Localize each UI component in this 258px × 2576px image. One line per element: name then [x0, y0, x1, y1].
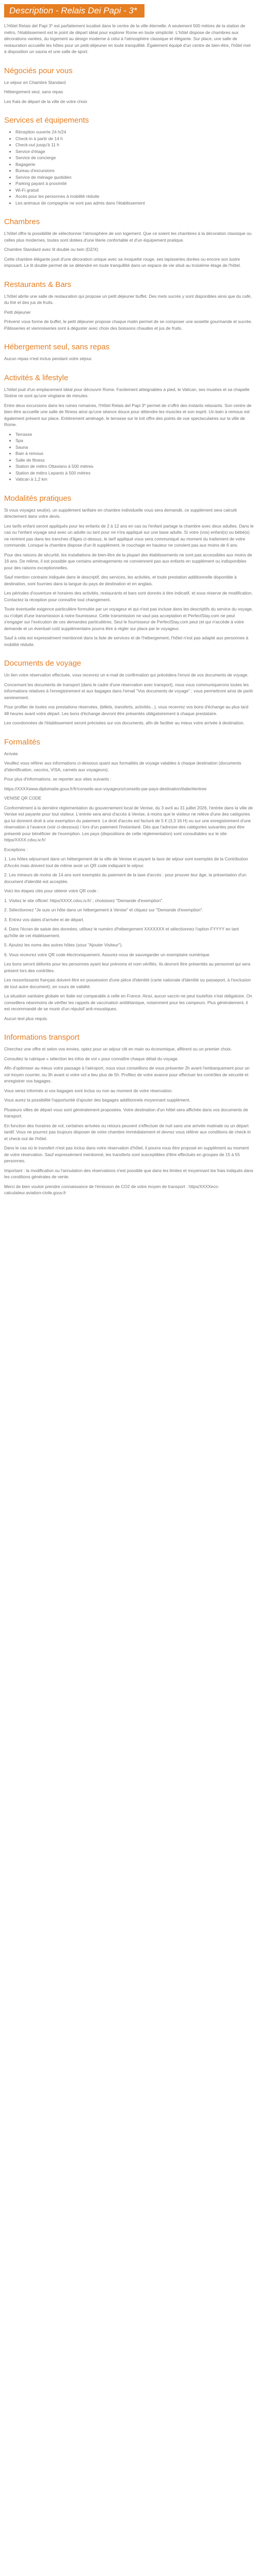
- section-heading: Activités & lifestyle: [4, 373, 69, 382]
- section-hebergement-seul-sans-repas: [4, 343, 254, 362]
- section-paragraph: https://XXXXwww.diplomatie.gouv.fr/fr/conseils-aux-voyageurs/conseils-par-pays-destination/italie/#entree: [4, 786, 207, 791]
- section-modalites-pratiques: [4, 494, 254, 648]
- section-heading: Chambres: [4, 217, 40, 226]
- section-paragraph: Les ressortissants français doivent être en possession d'une pièce d'identité (carte nationale d'identité ou passeport, à l'exclusion de tout autre document), en cours de validité.: [4, 977, 251, 989]
- section-list: [4, 129, 254, 206]
- list-item: • Vatican à 1,2 km: [15, 476, 254, 483]
- section-paragraph: L'hôtel jouit d'un emplacement idéal pour découvrir Rome. Facilement atteignables à pied, le Vatican, ses musées et sa chapelle Sixtine ne sont qu'une vingtaine de minutes.: [4, 386, 250, 398]
- section-paragraph: Entre deux excursions dans les ruines romaines, l'Hôtel Relais del Papi 3* permet de s'offrir des instants relaxants. Son centre de bien-être accueille une salle de fitness ainsi qu'une séance douce pour détendre les muscles et son esprit. Un bain à remous est également présent sur place. Entièrement aménagé, le terrasse sur le toit offre des points de vue spectaculaires sur la ville de Rome.: [4, 402, 252, 427]
- section-negocies-pour-vous: [4, 66, 254, 105]
- section-paragraph: Toute éventuelle exigence particulière formulée par un voyageur et qui n'est pas incluse dans les descriptifs du service du voyage, ou n'objet d'une transmission à notre fournisseur. Cette transmission ne vaut pas acceptation et PerfectStay.com ne peut s'engager sur l'exécution de ces demandes particulières. Seul le fournisseur de PerfectStay.com peut (et qui n'accède à votre demande et un éventuel coût supplémentaire pourra être à régler sur place par le voyageur.: [4, 606, 253, 631]
- list-item: • Réception ouverte 24 h/24: [15, 129, 254, 135]
- section-paragraph: Conformément à la dernière réglementation du gouvernement local de Venise, du 3 avril au 31 juillet 2026, l'entrée dans la ville de Venise est payante pour tout visiteur. L'entrée sera ainsi d'accès à Venise, à moins que le visiteur ne relève d'une des catégories qui lui donnent droit à une exemption du paiement. Le droit d'accès est facturé de 5 € (3,3 16 H) ou sur une enregistrement d'une réservation à l'avance (voir ci-dessous) / lors d'un paiement l'instantané. Dès que l'adresse des catégories suivantes peut être présenté pour bénéficier de l'exemption. Les pays (dispositions de cette réglementation) sont consultables sur le site https/XXXX.cdvu.iv.fr/: [4, 805, 253, 842]
- section-paragraph: Voici les étapes clés pour obtenir votre QR code :: [4, 888, 99, 893]
- list-item: • Accès pour les personnes à mobilité réduite: [15, 193, 254, 200]
- section-heading: Formalités: [4, 737, 41, 747]
- section-paragraph: 1. Visitez le site officiel: https/XXXX.cdvu.iv.fr/ ; choisissez "Demande d'exemption".: [4, 897, 164, 903]
- section-heading: Hébergement seul, sans repas: [4, 343, 110, 351]
- list-item: • Bain à remous: [15, 450, 254, 457]
- section-paragraph: Les périodes d'ouverture et horaires des activités, restaurants et bars sont donnés à titre indicatif, et sous réserve de modification. Contactez la réception pour connaître tout changement.: [4, 590, 253, 602]
- section-paragraph: VENISE QR CODE: [4, 795, 42, 801]
- section-paragraph: L'hôtel abrite une salle de restauration qui propose un petit déjeuner buffet. Des mets sucrés y sont disponibles ainsi que du café, du thé et des jus de fruits.: [4, 293, 252, 305]
- section-paragraph: Consultez la rubrique « sélection les infos de vol » pour connaître chaque détail du voyage.: [4, 1056, 179, 1061]
- section-heading: Négociés pour vous: [4, 66, 73, 75]
- list-item: • Sauna: [15, 444, 254, 451]
- section-paragraph: Si vous voyagez seul(e), un supplément tarifaire en chambre individuelle vous sera demandé, ce supplément sera calculé directement dans votre devis.: [4, 507, 237, 519]
- section-heading: Documents de voyage: [4, 659, 82, 668]
- section-paragraph: Chambre Standard avec lit double ou twin (DZ/X): [4, 247, 99, 252]
- list-item: • Bureau d'excursions: [15, 167, 254, 174]
- intro-paragraph: L'Hôtel Relais del Papi 3* est parfaitement localisé dans le centre de la ville éternelle. A seulement 500 mètres de la station de métro, l'établissement est le point de départ idéal pour explorer Rome en toute simplicité. L'hôtel dispose de chambres aux décorations variées, du logement au design moderne à celui à l'atmosphère classique et élégante. Sur place, une salle de restauration accueille les hôtes pour un petit-déjeuner en toute tranquillité. Également équipé d'un centre de bien-être, l'hôtel met à disposition un sauna et une salle de sport.: [4, 23, 251, 54]
- section-paragraph: Petit déjeuner: [4, 309, 31, 315]
- section-paragraph: Le séjour en Chambre Standard: [4, 79, 66, 85]
- section-paragraph: 6. Vous recevrez votre QR code électroniquement. Assurez-vous de sauvegarder un exemplaire numérique.: [4, 952, 211, 957]
- section-services-et-equipements: [4, 116, 254, 206]
- section-paragraph: 2. Sélectionnez "Je suis un hôte dans un hébergement à Venise" et cliquez sur "Demande d'exemption".: [4, 907, 203, 912]
- section-paragraph: Sauf mention contraire indiquée dans le descriptif, des services, les activités, et toute prestation additionnelle disponible à destination, sont fournies dans la langue du pays de destination et en anglais.: [4, 574, 237, 586]
- section-informations-transport: [4, 1033, 254, 1196]
- section-paragraph: 1. Les hôtes séjournant dans un hébergement de la ville de Venise et payant la taxe de séjour sont exemptés de la Contribution d'Accès mais doivent tout de même avoir un QR code indiquant le séjour.: [4, 856, 248, 868]
- section-paragraph: En fonction des horaires de vol, certaines arrivées ou retours peuvent s'effectuer de nuit sans une arrivée matinale ou un départ tardif. Vous ne pourrez pas toujours disposer de votre chambre immédiatement et devrez vous référer aux conditions de check-in et check-out de l'hôtel.: [4, 1123, 251, 1141]
- section-paragraph: Dans le cas où le transfert n'est pas inclus dans votre réservation d'hôtel, il pourra vous être proposé en supplément au moment de votre réservation. Sauf expressément mentionné, les transferts sont susceptibles d'être effectués en groupes de 15 à 55 personnes.: [4, 1145, 249, 1163]
- section-list: [4, 431, 254, 483]
- section-paragraph: 3. Entrez vos dates d'arrivée et de départ.: [4, 917, 85, 922]
- section-paragraph: Pour des raisons de sécurité, les installations de bien-être de la plupart des établissements ne sont pas accessibles aux moins de 16 ans. De même, il est possible que certains aménagements ne conviennent pas aux enfants en supplément ou indisponibles pour des raisons exceptionnelles.: [4, 552, 252, 570]
- section-paragraph: Aucun repas n'est inclus pendant votre séjour.: [4, 356, 93, 361]
- section-formalites: [4, 738, 254, 1022]
- section-paragraph: 4. Dans l'écran de saisie des données, utilisez le numéro d'hébergement XXXXXXX et sélectionnez l'option FYYYY en tant qu'hôte de cet établissement.: [4, 926, 239, 938]
- section-paragraph: Cherchez une offre et selon vos envies, optez pour un séjour clé en main ou économique, afférent ou un premier choix.: [4, 1046, 232, 1052]
- section-paragraph: Concernant les documents de transport (dans le cadre d'une réservation avec transport), nous vous communiquerons toutes les informations relatives à l'enregistrement et aux bagages dans l'email "Vos documents de voyage" : vous permettront ainsi de partir sereinement.: [4, 682, 253, 700]
- section-paragraph: 2. Les mineurs de moins de 14 ans sont exemptés du paiement de la taxe d'accès : pour prouver leur âge, la présentation d'un document d'identité est acceptée.: [4, 872, 247, 884]
- section-restaurants-bars: [4, 280, 254, 332]
- section-paragraph: Les coordonnées de l'établissement seront précisées sur vos documents, afin de faciliter au mieux votre arrivée à destination.: [4, 720, 245, 725]
- list-item: • Spa: [15, 437, 254, 444]
- section-paragraph: Vous aurez la possibilité l'opportunité d'ajouter des bagages additionnels moyennant supplément.: [4, 1097, 190, 1103]
- section-heading: Informations transport: [4, 1033, 79, 1042]
- section-paragraph: Les frais de départ de la ville de votre choix: [4, 98, 88, 104]
- list-item: • Service de concierge: [15, 155, 254, 161]
- section-activites-lifestyle: [4, 374, 254, 483]
- section-paragraph: Arrivée: [4, 751, 18, 756]
- list-item: • Service d'étage: [15, 148, 254, 155]
- page-title: Description - Relais Dei Papi - 3*: [4, 4, 144, 18]
- list-item: • Service de ménage quotidien: [15, 174, 254, 181]
- section-paragraph: Cette chambre élégante jouit d'une décoration unique avec sa moquette rouge, ses tapisseries dorées ou encore son lustre imposant. Le lit double permet de se détendre en toute tranquillité dans un espace de vie situé au troisième étage de l'hôtel.: [4, 256, 241, 268]
- section-documents-de-voyage: [4, 659, 254, 726]
- section-paragraph: Important : la modification ou l'annulation des réservations n'est possible que dans les limites et moyennant les frais indiqués dans les conditions générales de vente.: [4, 1167, 253, 1179]
- list-item: • Parking payant à proximité: [15, 180, 254, 187]
- section-paragraph: Les tarifs enfant seront appliqués pour les enfants de 2 à 12 ans en cas ou l'enfant partage la chambre avec deux adultes. Dans le cas ou l'enfant voyage seul avec un adulte ou tant pour ne n'ira appliqué sur une base adulte. Si votre (vos) enfant(s) ou bébé(s) ne rentrent pas dans les tranches d'âges ci-dessus, le tarif appliqué vous sera communiqué au moment du traitement de votre commande. Lorsque la chambre dispose d'un lit supplément, le couchage en hauteur ne convient pas aux moins de 6 ans.: [4, 523, 254, 548]
- list-item: • Check-out jusqu'à 11 h: [15, 142, 254, 148]
- section-paragraph: Aucun test plus requis.: [4, 1015, 48, 1021]
- list-item: • Station de métro Ottaviano à 500 mètres: [15, 463, 254, 470]
- section-paragraph: L'hôtel offre la possibilité de sélectionner l'atmosphère de son logement. Que ce soient les chambres à la décoration classique ou celles plus modernes, toutes sont dotées d'une literie confortable et d'un équipement pratique.: [4, 231, 252, 243]
- section-paragraph: Veuillez vous référer aux informations ci-dessous quant aux formalités de voyage valables à chaque destination (documents d'identification, vaccins, VISA, carnets aux voyageurs).: [4, 760, 241, 772]
- list-item: • Terrasse: [15, 431, 254, 438]
- section-paragraph: Plusieurs villes de départ vous sont généralement proposées. Votre destination d'un hôtel sera affichée dans vos documents de transport.: [4, 1107, 248, 1118]
- list-item: • Check-in à partir de 14 h: [15, 135, 254, 142]
- section-heading: Modalités pratiques: [4, 494, 72, 503]
- sections: [4, 66, 254, 1196]
- section-paragraph: Les bons seront délivrés pour les personnes ayant leur prénoms et nom vérifiés. Ils devront être présentés au personnel qui sera présent lors des contrôles.: [4, 961, 251, 973]
- section-paragraph: Prévenir vous forme de buffet, le petit déjeuner propose chaque matin permet de se composer une assiette gourmande et sucrée. Pâtisseries et viennoiseries sont à déguster avec choix des boissons chaudes et jus de fruits.: [4, 319, 252, 331]
- list-item: • Les animaux de compagnie ne sont pas admis dans l'établissement: [15, 200, 254, 207]
- section-paragraph: Pour profiter de toutes vos prestations réservées, (billets, transferts, activités...), vous recevrez vos bons d'échange au plus tard 48 heures avant votre départ. Les bons d'échange devront être présentés obligatoirement à chaque prestataire.: [4, 704, 249, 716]
- list-item: • Station de métro Lepanto à 500 mètres: [15, 470, 254, 477]
- section-paragraph: Sauf à cela est expressément mentionné dans la liste de services et de l'hébergement, l'hôtel n'est pas adapté aux personnes à mobilité réduite.: [4, 635, 249, 647]
- section-paragraph: Un lien votre réservation effectuée, vous recevrez un e-mail de confirmation qui précédera l'envoi de vos documents de voyage.: [4, 672, 249, 677]
- section-paragraph: Vous serez informés si vos bagages sont inclus ou non au moment de votre réservation.: [4, 1088, 173, 1093]
- list-item: • Bagagerie: [15, 161, 254, 168]
- intro: [4, 23, 254, 55]
- description-page: [0, 0, 258, 1210]
- section-paragraph: Exceptions :: [4, 846, 28, 852]
- section-chambres: [4, 217, 254, 269]
- list-item: • Salle de fitness: [15, 457, 254, 464]
- section-heading: Services et équipements: [4, 116, 89, 125]
- section-paragraph: Merci de bien vouloir prendre connaissance de l'émission de CO2 de votre moyen de transport : https/XXXXeco-calculateur.aviation-civile.gouv.fr: [4, 1183, 219, 1195]
- section-paragraph: Afin d'optimiser au mieux votre passage à l'aéroport, nous vous conseillons de vous présenter 2h avant l'embarquement pour un vol moyen courrier, ou 3h avant si votre vol a lieu plus de 5h. Profitez de votre avance pour effectuer les contrôles de sécurité et enregistrer vos bagages.: [4, 1065, 250, 1083]
- section-paragraph: Hébergement seul, sans repas: [4, 89, 63, 94]
- section-paragraph: 5. Ajoutez les noms des autres hôtes (sous "Ajouter Visiteur").: [4, 942, 123, 947]
- list-item: • Wi-Fi gratuit: [15, 187, 254, 194]
- section-paragraph: La situation sanitaire globale en Italie est comparable à celle en France. Ainsi, aucun vaccin ne peut toutefois n'est obligatoire. On conseillera néanmoins de vérifier les rappels de vaccination antitétanique, notamment pour les campeurs. Plus généralement, il est recommandé de se munir d'un répulsif anti-moustiques.: [4, 993, 252, 1011]
- section-heading: Restaurants & Bars: [4, 280, 72, 289]
- section-paragraph: Pour plus d'informations, se reporter aux sites suivants :: [4, 776, 111, 782]
